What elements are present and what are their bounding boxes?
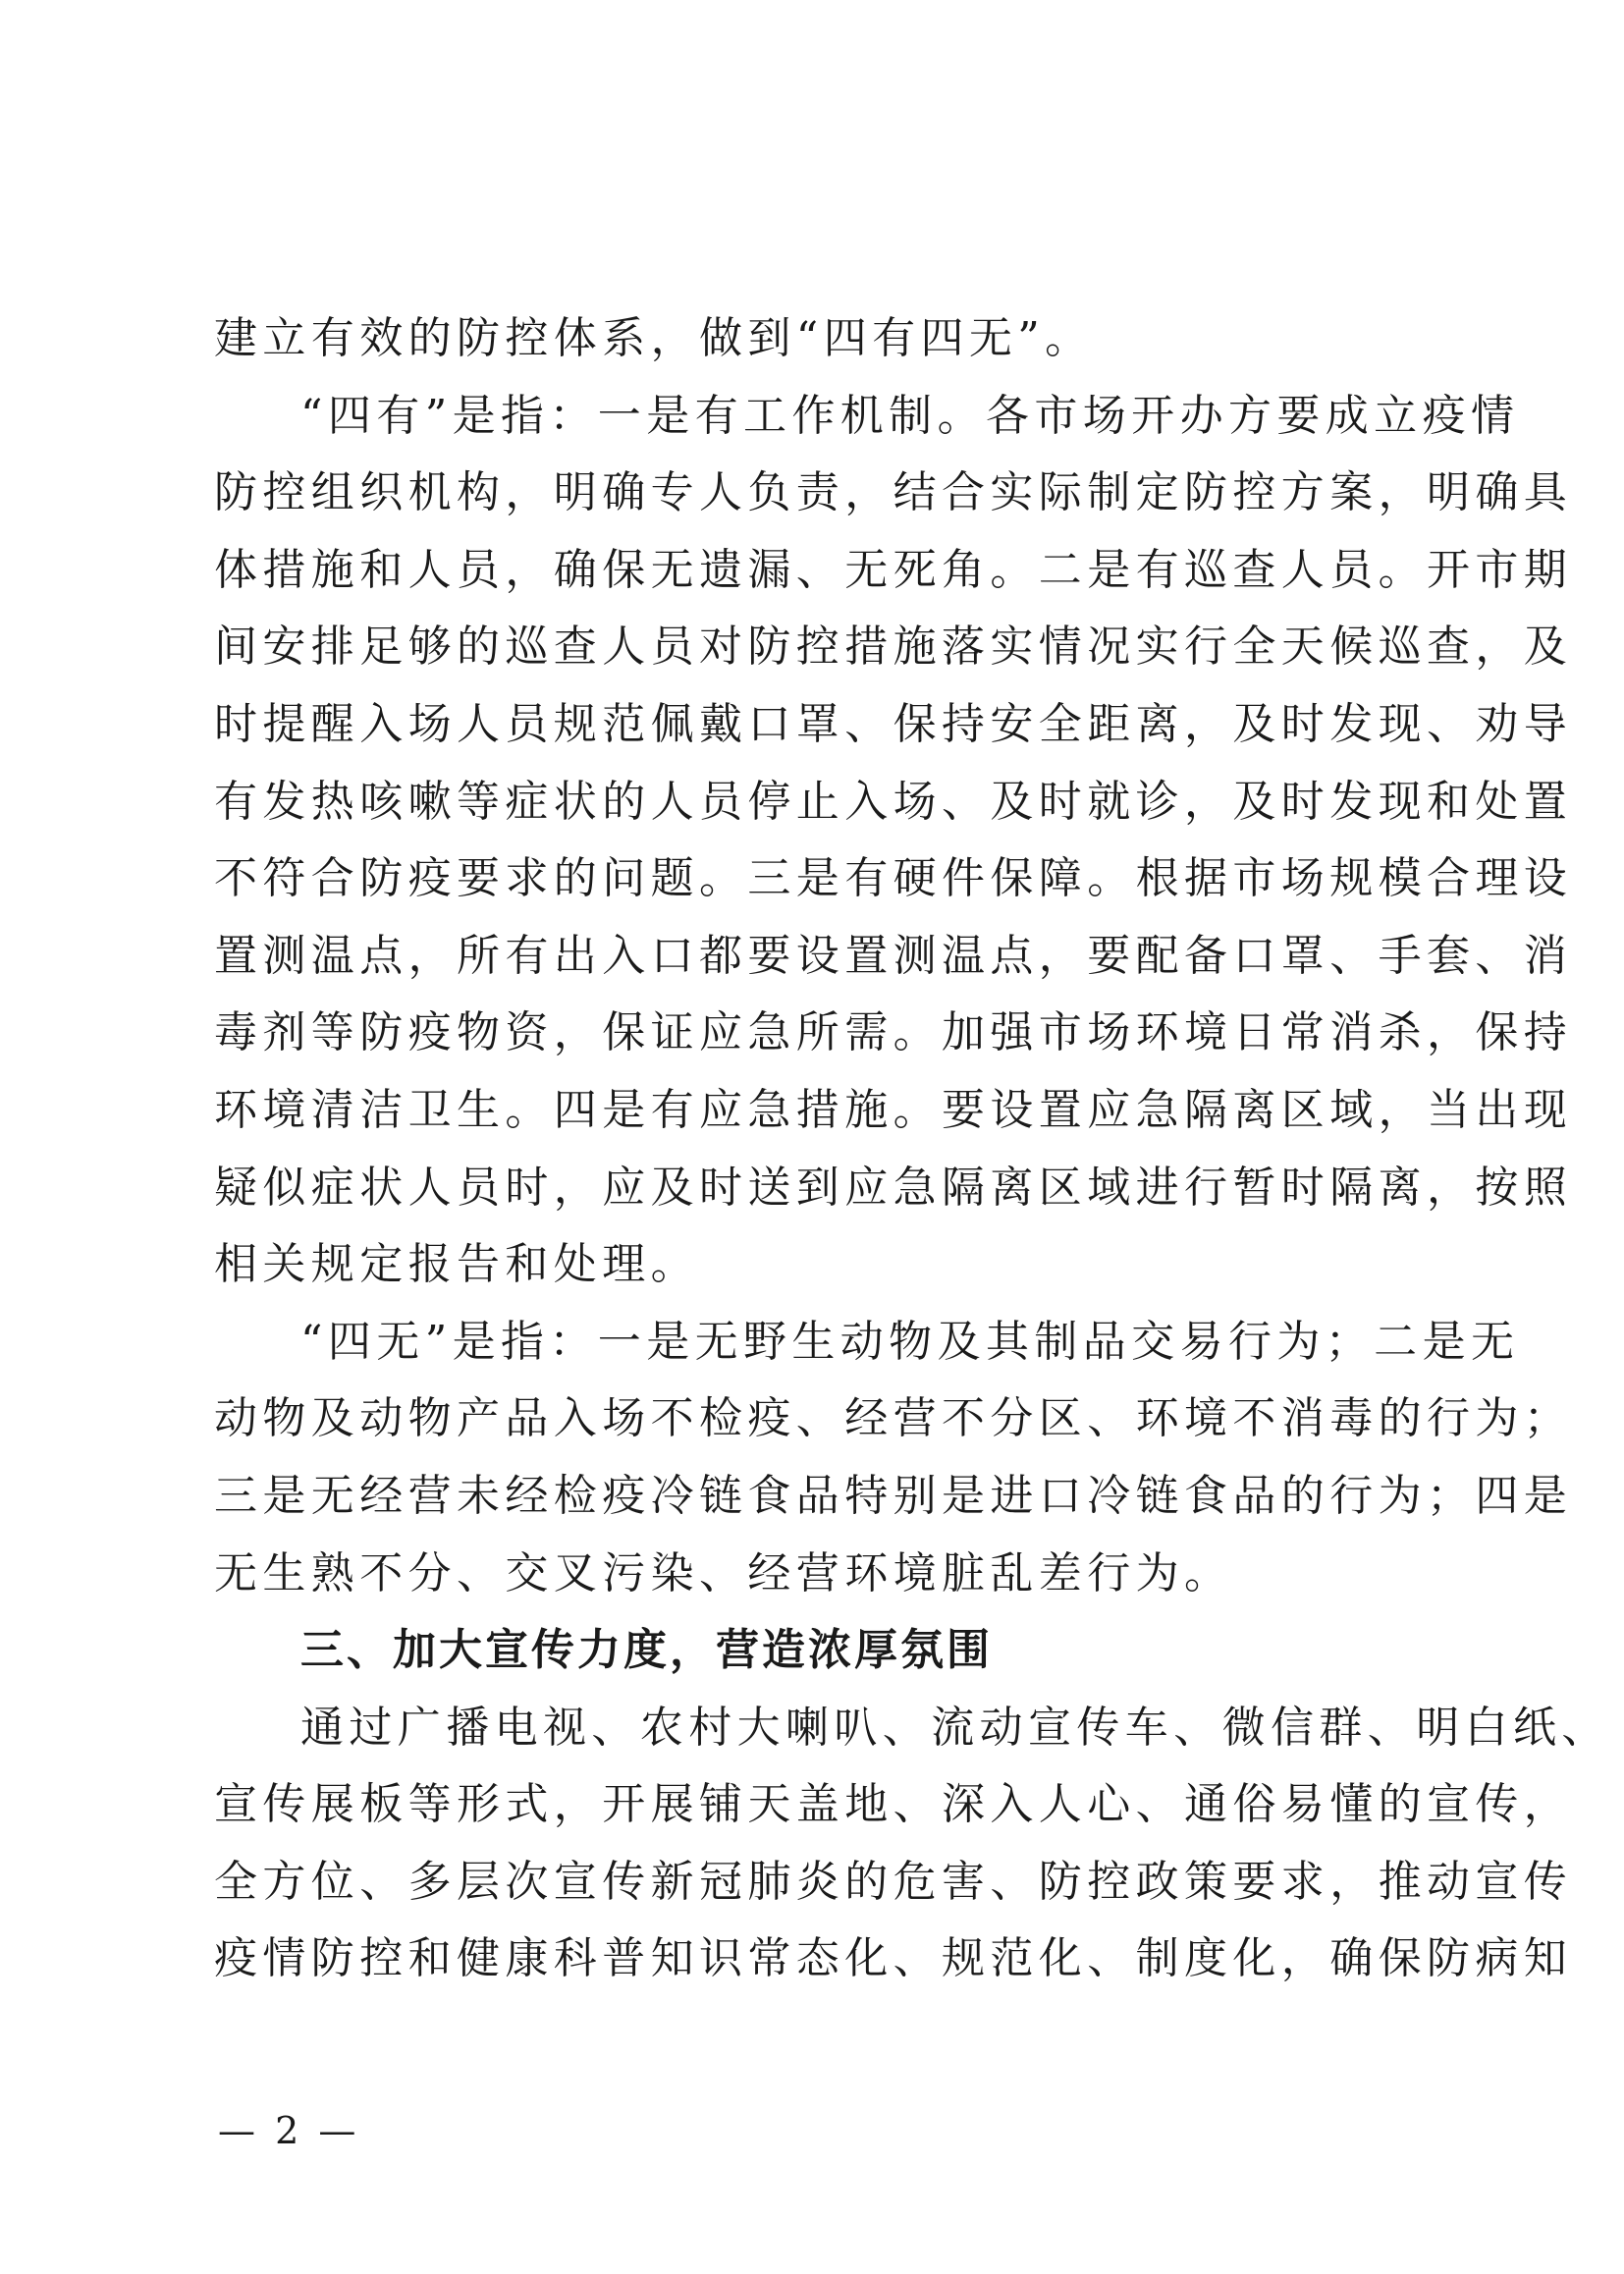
text-line: 不符合防疫要求的问题。三是有硬件保障。根据市场规模合理设 xyxy=(214,853,1573,904)
text-line: 宣传展板等形式，开展铺天盖地、深入人心、通俗易懂的宣传， xyxy=(214,1779,1573,1830)
text-line: “四无”是指：一是无野生动物及其制品交易行为；二是无 xyxy=(300,1316,1520,1367)
text-line: 环境清洁卫生。四是有应急措施。要设置应急隔离区域，当出现 xyxy=(214,1084,1573,1135)
text-line: 时提醒入场人员规范佩戴口罩、保持安全距离，及时发现、劝导 xyxy=(214,698,1573,749)
text-line: 间安排足够的巡查人员对防控措施落实情况实行全天候巡查，及 xyxy=(214,622,1573,673)
text-line: 疑似症状人员时，应及时送到应急隔离区域进行暂时隔离，按照 xyxy=(214,1162,1573,1213)
text-line: 疫情防控和健康科普知识常态化、规范化、制度化，确保防病知 xyxy=(214,1933,1573,1984)
text-line: 毒剂等防疫物资，保证应急所需。加强市场环境日常消杀，保持 xyxy=(214,1007,1573,1058)
text-line: 全方位、多层次宣传新冠肺炎的危害、防控政策要求，推动宣传 xyxy=(214,1856,1573,1907)
text-line: 动物及动物产品入场不检疫、经营不分区、环境不消毒的行为； xyxy=(214,1393,1573,1444)
text-line: 防控组织机构，明确专人负责，结合实际制定防控方案，明确具 xyxy=(214,467,1573,518)
text-line: 相关规定报告和处理。 xyxy=(214,1239,699,1290)
text-line: 体措施和人员，确保无遗漏、无死角。二是有巡查人员。开市期 xyxy=(214,544,1573,595)
text-line: 有发热咳嗽等症状的人员停止入场、及时就诊，及时发现和处置 xyxy=(214,776,1573,827)
text-line: “四有”是指：一是有工作机制。各市场开办方要成立疫情 xyxy=(300,390,1520,441)
page-number: — 2 — xyxy=(218,2109,360,2152)
document-body xyxy=(214,300,1610,1998)
text-line: 三是无经营未经检疫冷链食品特别是进口冷链食品的行为；四是 xyxy=(214,1470,1573,1521)
text-line: 无生熟不分、交叉污染、经营环境脏乱差行为。 xyxy=(214,1547,1233,1598)
text-line: 通过广播电视、农村大喇叭、流动宣传车、微信群、明白纸、 xyxy=(300,1702,1610,1753)
text-line: 建立有效的防控体系，做到“四有四无”。 xyxy=(214,313,1094,363)
text-line: 置测温点，所有出入口都要设置测温点，要配备口罩、手套、消 xyxy=(214,930,1573,981)
section-heading: 三、加大宣传力度，营造浓厚氛围 xyxy=(300,1625,993,1676)
